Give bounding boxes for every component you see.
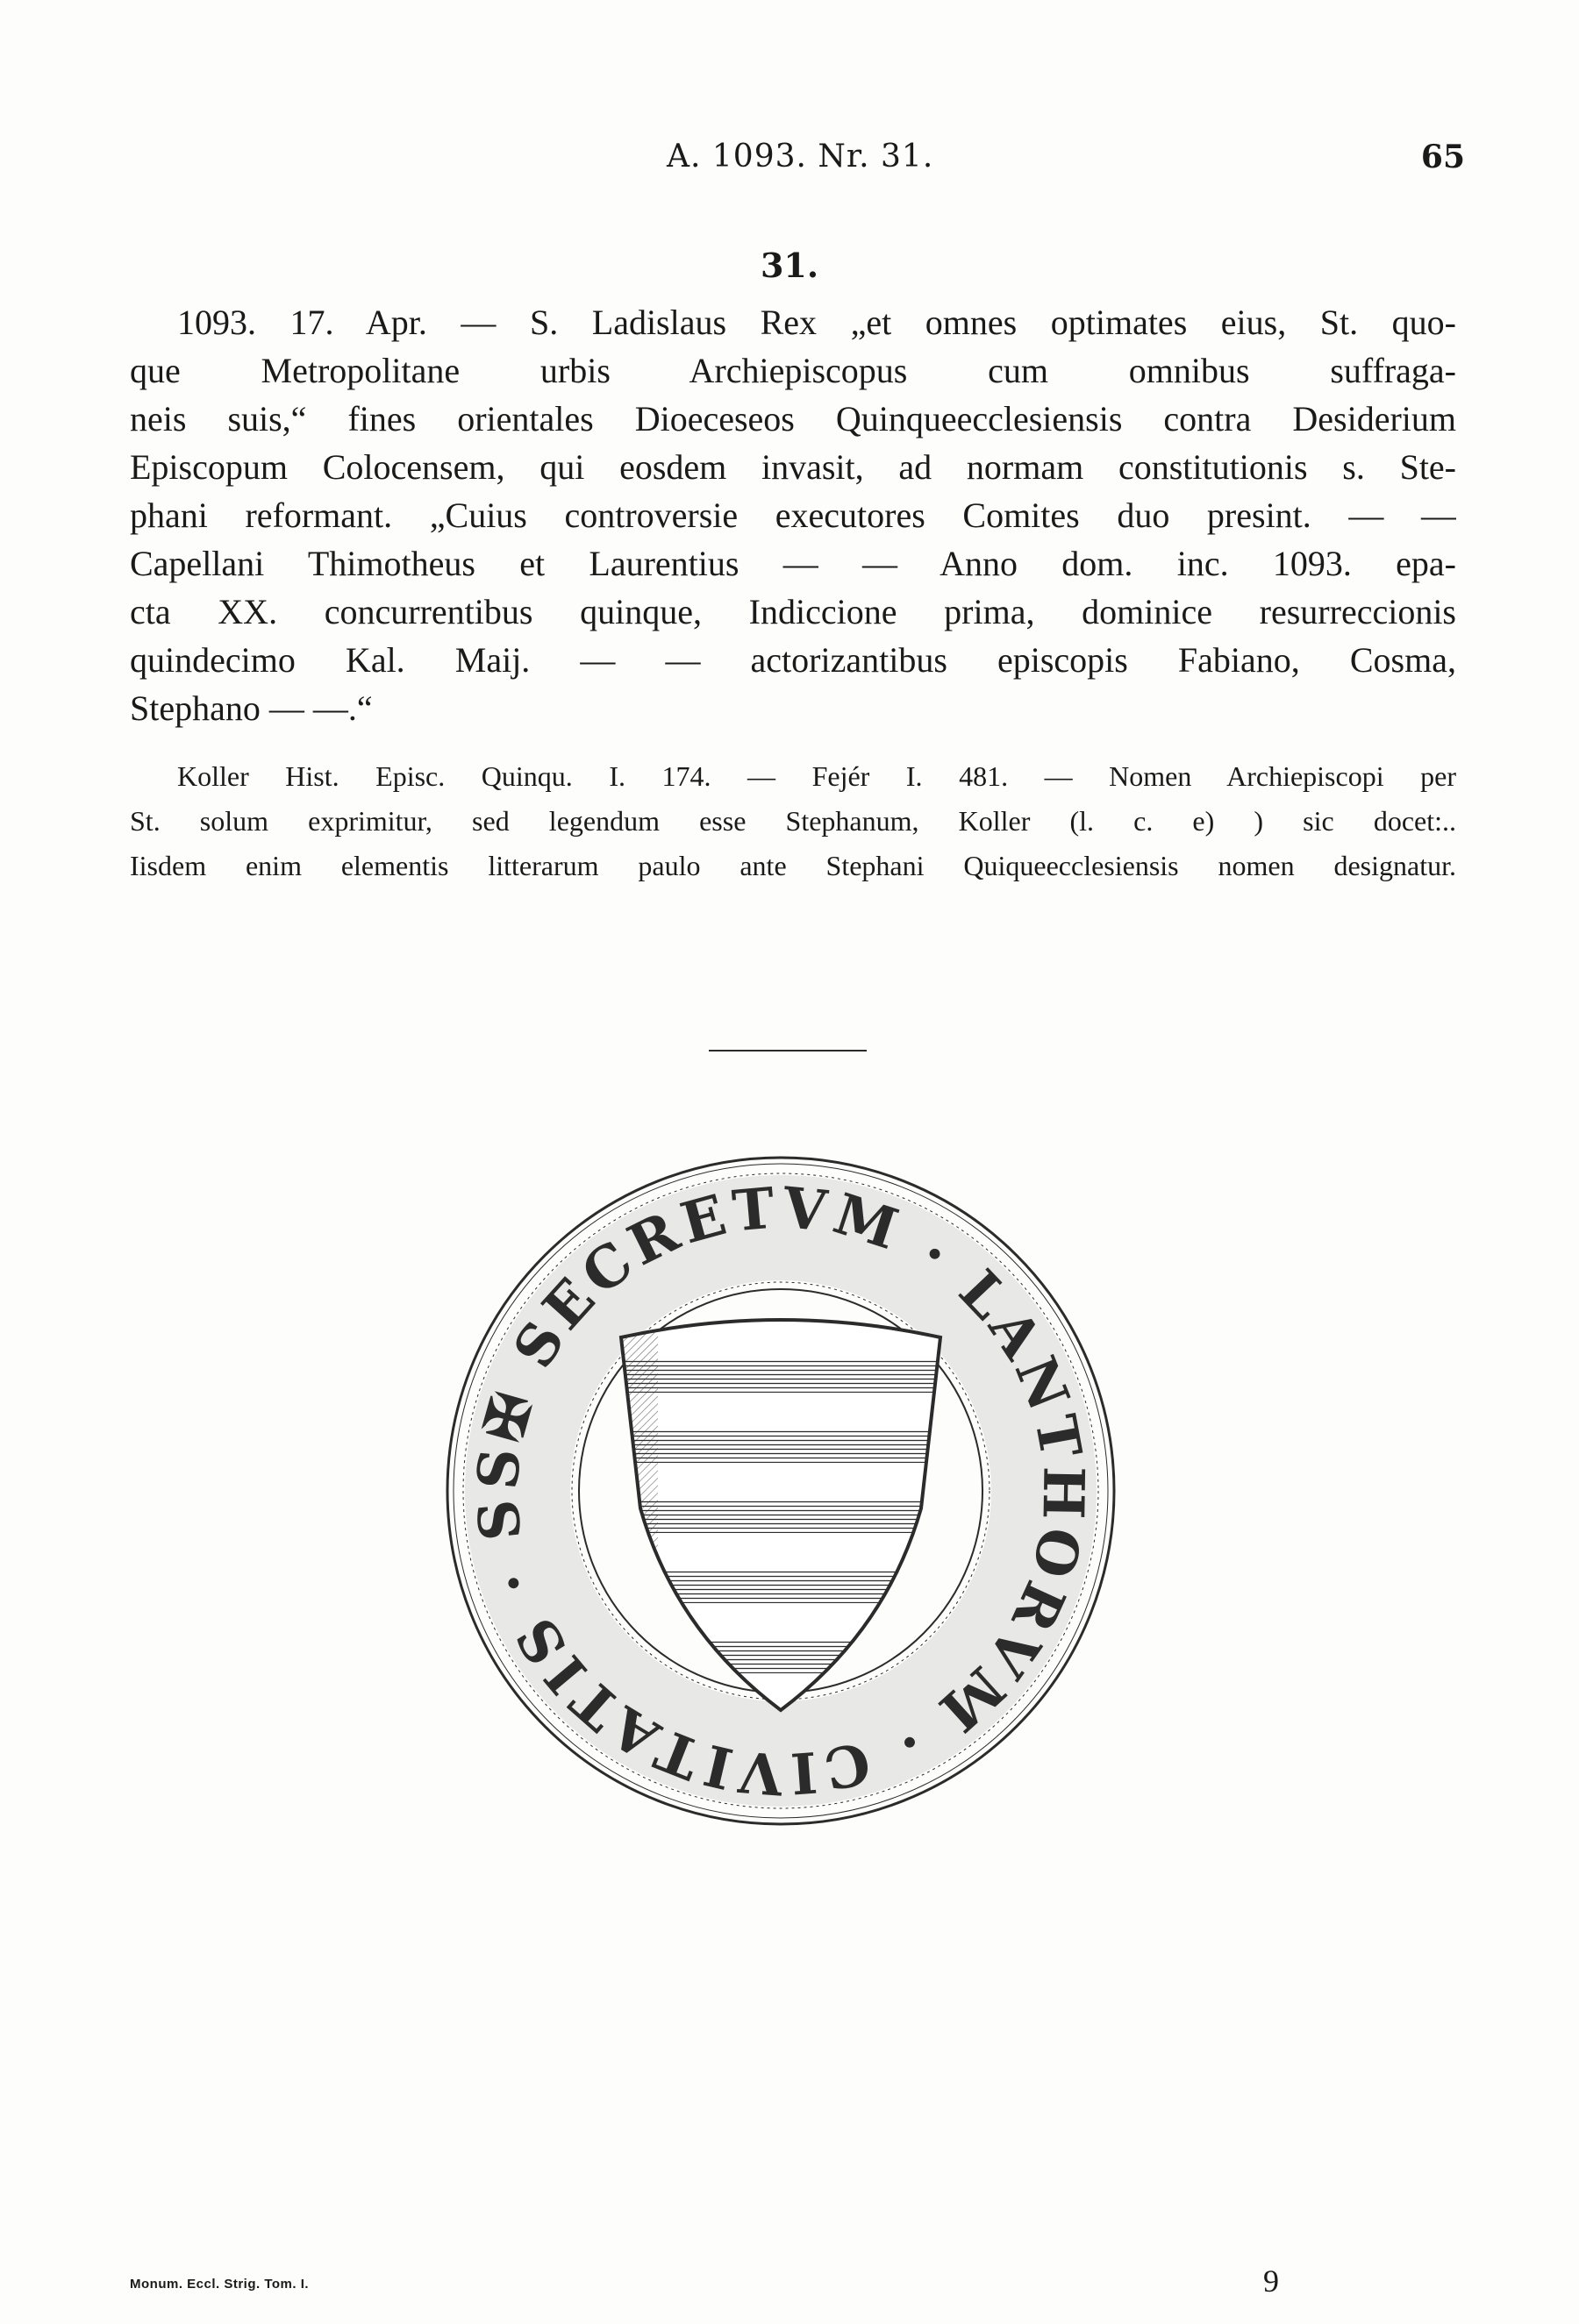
seal-image xyxy=(430,1140,1132,1842)
document-number: 31. xyxy=(760,246,819,285)
summary-line: quindecimo Kal. Maij. — — actorizantibus episcopis Fabiano, Cosma, xyxy=(130,640,1456,680)
summary-line: que Metropolitane urbis Archiepiscopus cum omnibus suffraga- xyxy=(130,351,1456,390)
printer-signature: Monum. Eccl. Strig. Tom. I. xyxy=(130,2277,310,2292)
note-line: St. solum exprimitur, sed legendum esse Stephanum, Koller (l. c. e) ) sic docet:.. xyxy=(130,805,1456,837)
summary-line: Stephano — —.“ xyxy=(130,688,373,728)
summary-line: Episcopum Colocensem, qui eosdem invasit, ad normam constitutionis s. Ste- xyxy=(130,447,1456,487)
section-divider xyxy=(709,1050,867,1052)
summary-line: Capellani Thimotheus et Laurentius — — Anno dom. inc. 1093. epa- xyxy=(130,544,1456,583)
summary-line: neis suis,“ fines orientales Dioeceseos Quinqueecclesiensis contra Desiderium xyxy=(130,399,1456,438)
running-head xyxy=(123,139,1465,174)
charter-summary xyxy=(130,298,1456,732)
page-number: 65 xyxy=(1420,139,1465,175)
seal-legend: S✠ SECRETVM · LANTHORVM · CIVITATIS · S xyxy=(465,1174,1097,1807)
note-line: Iisdem enim elementis litterarum paulo ante Stephani Quiqueecclesiensis nomen designatur. xyxy=(130,850,1456,881)
running-title: A. 1093. Nr. 31. xyxy=(667,139,934,175)
summary-line: 1093. 17. Apr. — S. Ladislaus Rex „et omnes optimates eius, St. quo- xyxy=(177,303,1456,342)
source-note xyxy=(130,754,1456,888)
seal-illustration xyxy=(430,1140,1132,1842)
summary-line: cta XX. concurrentibus quinque, Indiccione prima, dominice resurreccionis xyxy=(130,592,1456,631)
summary-line: phani reformant. „Cuius controversie executores Comites duo presint. — — xyxy=(130,495,1456,535)
note-line: Koller Hist. Episc. Quinqu. I. 174. — Fejér I. 481. — Nomen Archiepiscopi per xyxy=(177,760,1456,792)
sheet-number: 9 xyxy=(1263,2263,1279,2299)
